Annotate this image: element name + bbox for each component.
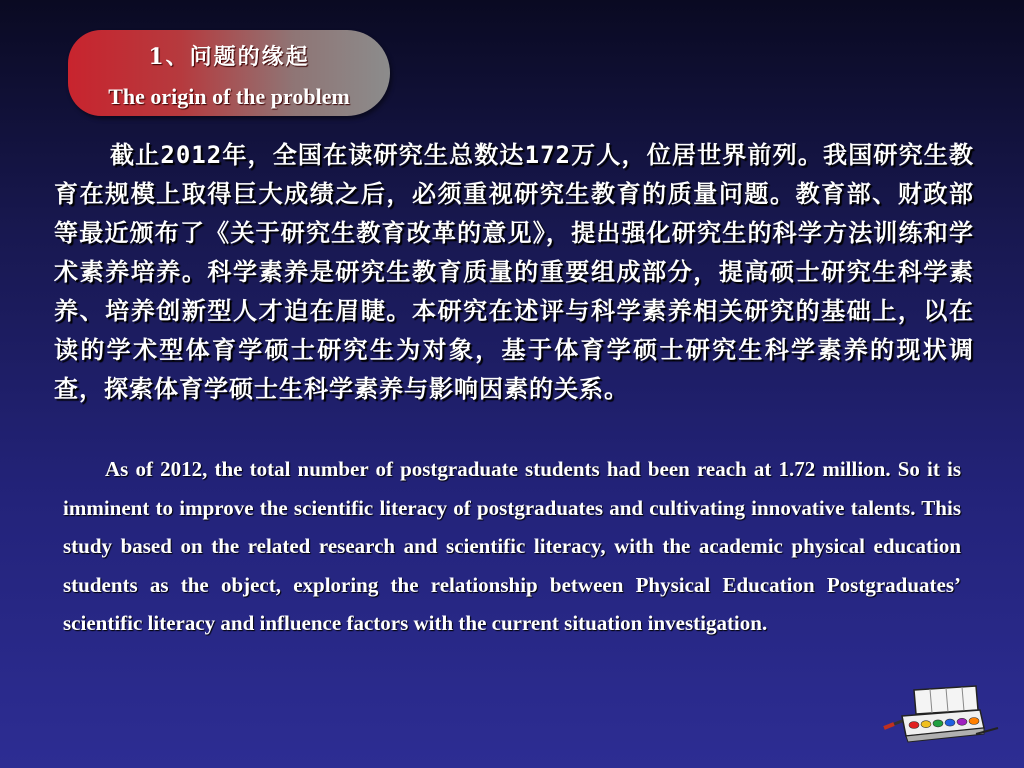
paint-well xyxy=(957,718,967,725)
slide-title-chinese: 1、问题的缘起 xyxy=(148,44,310,70)
paint-palette-icon xyxy=(880,684,1000,754)
paint-well xyxy=(933,720,943,727)
title-badge xyxy=(68,30,390,116)
paint-well xyxy=(969,718,979,725)
paint-well xyxy=(921,721,931,728)
paint-well xyxy=(909,722,919,729)
slide-title-english: The origin of the problem xyxy=(108,84,350,109)
chinese-paragraph: 截止2012年，全国在读研究生总数达172万人，位居世界前列。我国研究生教育在规模上取得巨大成绩之后，必须重视研究生教育的质量问题。教育部、财政部等最近颁布了《关于研究生教育改革的意见》，提出强化研究生的科学方法训练和学术素养培养。科学素养是研究生教育质量的重要组成部分，提高硕士研究生科学素养、培养创新型人才迫在眉睫。本研究在述评与科学素养相关研究的基础上，以在读的学术型体育学硕士研究生为对象，基于体育学硕士研究生科学素养的现状调查，探索体育学硕士生科学素养与影响因素的关系。 xyxy=(54,141,974,403)
paint-well xyxy=(945,719,955,726)
english-paragraph: As of 2012, the total number of postgraduate students had been reach at 1.72 million. So it is imminent to improve the scientific literacy of postgraduates and cultivating innovative talents. This study based on the related research and scientific literacy, with the academic physical education students as the object, exploring the relationship between Physical Education Postgraduates’ scientific literacy and influence factors with the current situation investigation. xyxy=(63,457,961,635)
